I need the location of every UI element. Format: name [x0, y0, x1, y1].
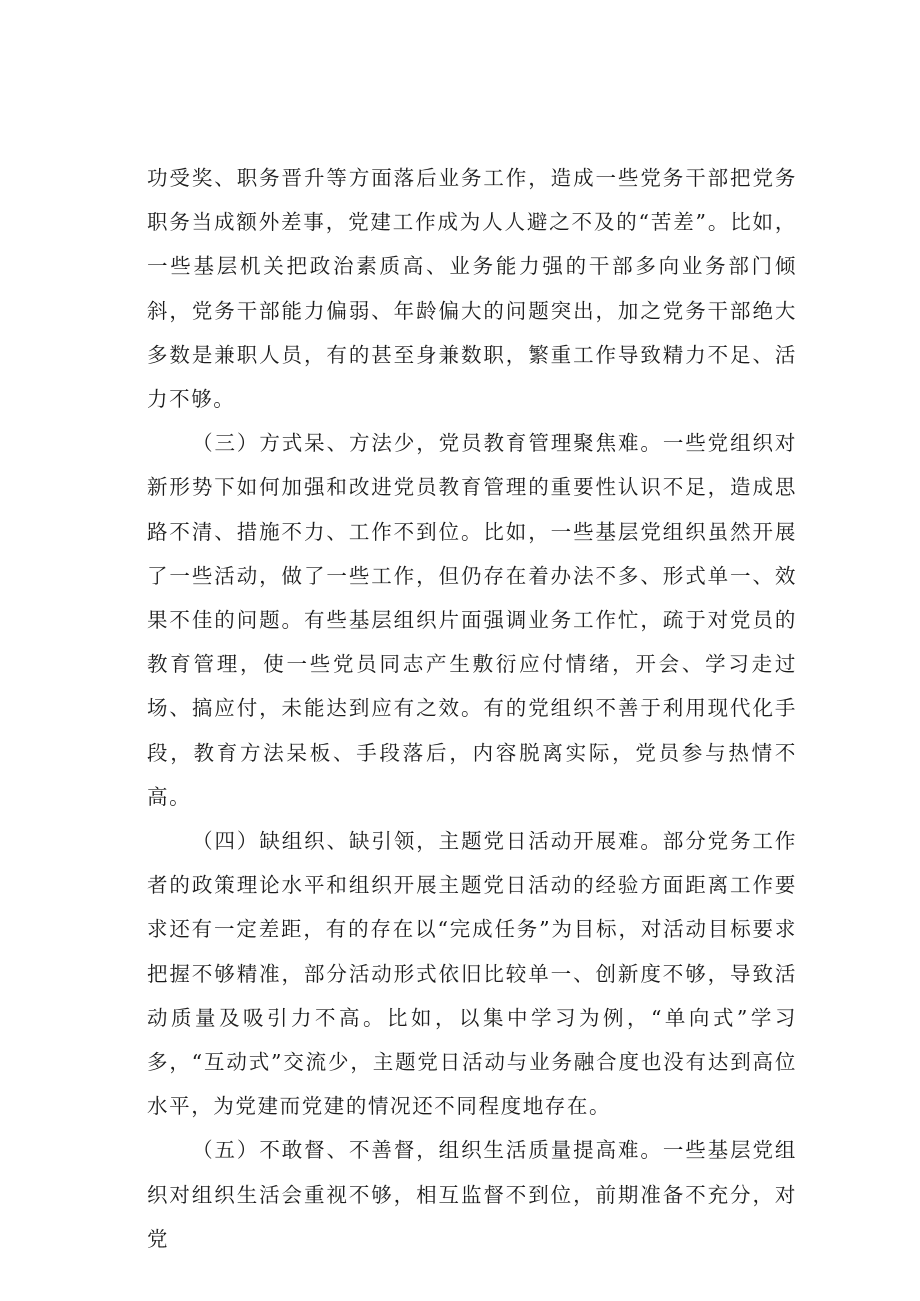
paragraph-section-5: （五）不敢督、不善督，组织生活质量提高难。一些基层党组织对组织生活会重视不够，相互监督不到位，前期准备不充分，对党 [147, 1138, 797, 1251]
paragraph-section-4: （四）缺组织、缺引领，主题党日活动开展难。部分党务工作者的政策理论水平和组织开展主题党日活动的经验方面距离工作要求还有一定差距，有的存在以“完成任务”为目标，对活动目标要求把握不够精准，部分活动形式依旧比较单一、创新度不够，导致活动质量及吸引力不高。比如，以集中学习为例，“单向式”学习多，“互动式”交流少，主题党日活动与业务融合度也没有达到高位水平，为党建而党建的情况还不同程度地存在。 [147, 829, 797, 1119]
paragraph-section-3: （三）方式呆、方法少，党员教育管理聚焦难。一些党组织对新形势下如何加强和改进党员教育管理的重要性认识不足，造成思路不清、措施不力、工作不到位。比如，一些基层党组织虽然开展了一些活动，做了一些工作，但仍存在着办法不多、形式单一、效果不佳的问题。有些基层组织片面强调业务工作忙，疏于对党员的教育管理，使一些党员同志产生敷衍应付情绪，开会、学习走过场、搞应付，未能达到应有之效。有的党组织不善于利用现代化手段，教育方法呆板、手段落后，内容脱离实际，党员参与热情不高。 [147, 431, 797, 809]
paragraph-continuation: 功受奖、职务晋升等方面落后业务工作，造成一些党务干部把党务职务当成额外差事，党建工作成为人人避之不及的“苦差”。比如，一些基层机关把政治素质高、业务能力强的干部多向业务部门倾斜，党务干部能力偏弱、年龄偏大的问题突出，加之党务干部绝大多数是兼职人员，有的甚至身兼数职，繁重工作导致精力不足、活力不够。 [147, 166, 797, 412]
body-text [147, 156, 797, 1261]
